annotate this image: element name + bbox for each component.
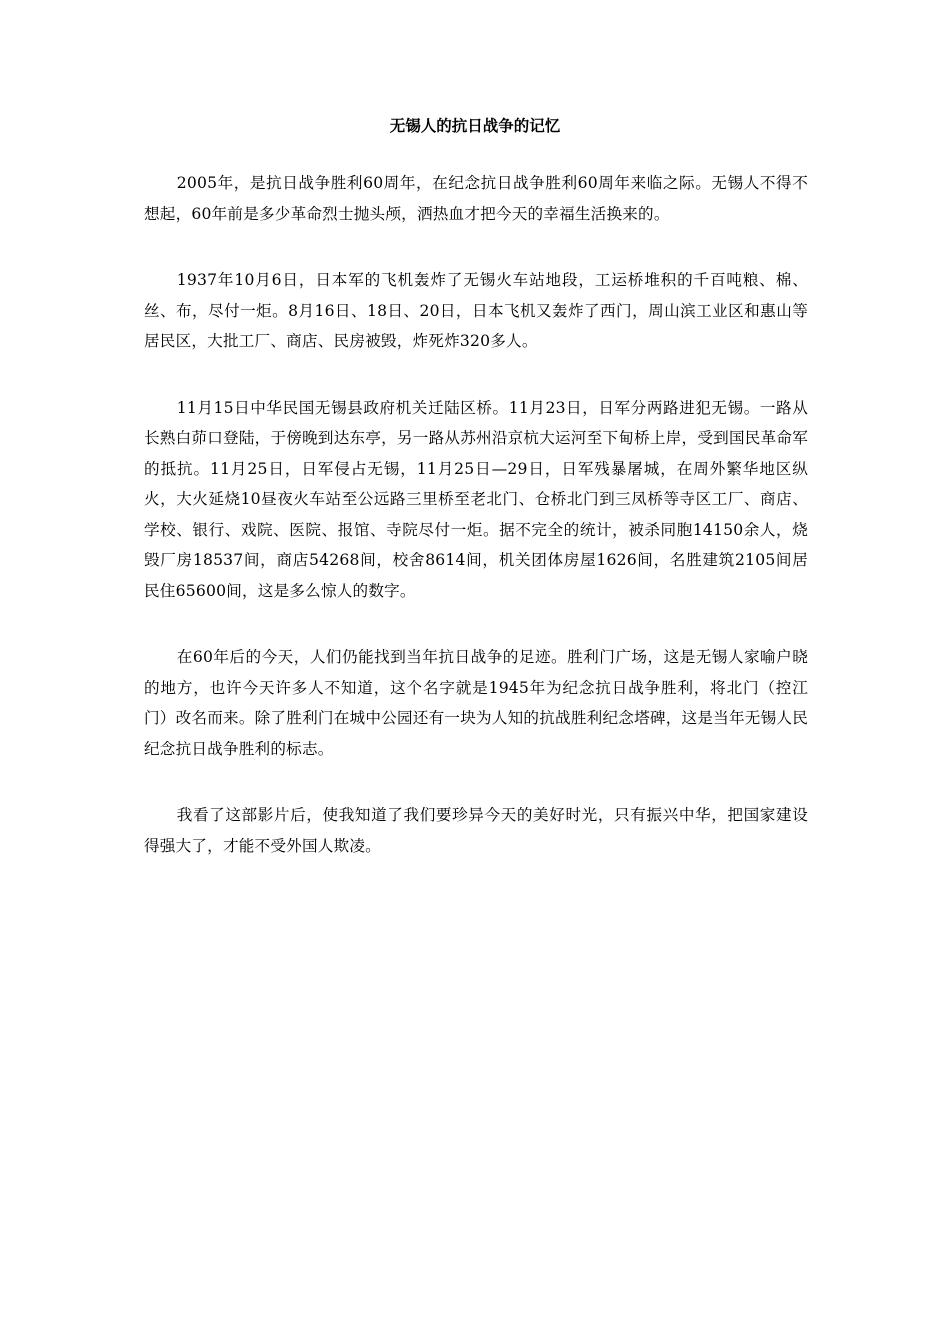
paragraph-4: 在60年后的今天，人们仍能找到当年抗日战争的足迹。胜利门广场，这是无锡人家喻户晓的地方，也许今天许多人不知道，这个名字就是1945年为纪念抗日战争胜利，将北门（控江门）改名而来。除了胜利门在城中公园还有一块为人知的抗战胜利纪念塔碑，这是当年无锡人民纪念抗日战争胜利的标志。 xyxy=(144,648,808,758)
document-body xyxy=(144,168,808,897)
paragraph-3: 11月15日中华民国无锡县政府机关迁陆区桥。11月23日，日军分两路进犯无锡。一路从长熟白茆口登陆，于傍晚到达东亭，另一路从苏州沿京杭大运河至下甸桥上岸，受到国民革命军的抵抗。11月25日，日军侵占无锡，11月25日—29日，日军残暴屠城，在周外繁华地区纵火，大火延烧10昼夜火车站至公远路三里桥至老北门、仓桥北门到三凤桥等寺区工厂、商店、学校、银行、戏院、医院、报馆、寺院尽付一炬。据不完全的统计，被杀同胞14150余人，烧毁厂房18537间，商店54268间，校舍8614间，机关团体房屋1626间，名胜建筑2105间居民住65600间，这是多么惊人的数字。 xyxy=(144,398,808,600)
paragraph-1: 2005年，是抗日战争胜利60周年，在纪念抗日战争胜利60周年来临之际。无锡人不得不想起，60年前是多少革命烈士抛头颅，洒热血才把今天的幸福生活换来的。 xyxy=(144,174,808,223)
document-title: 无锡人的抗日战争的记忆 xyxy=(389,117,561,135)
paragraph-2: 1937年10月6日，日本军的飞机轰炸了无锡火车站地段，工运桥堆积的千百吨粮、棉、丝、布，尽付一炬。8月16日、18日、20日，日本飞机又轰炸了西门，周山滨工业区和惠山等居民区，大批工厂、商店、民房被毁，炸死炸320多人。 xyxy=(144,271,808,350)
paragraph-5: 我看了这部影片后，使我知道了我们要珍异今天的美好时光，只有振兴中华，把国家建设得强大了，才能不受外国人欺凌。 xyxy=(144,806,808,855)
